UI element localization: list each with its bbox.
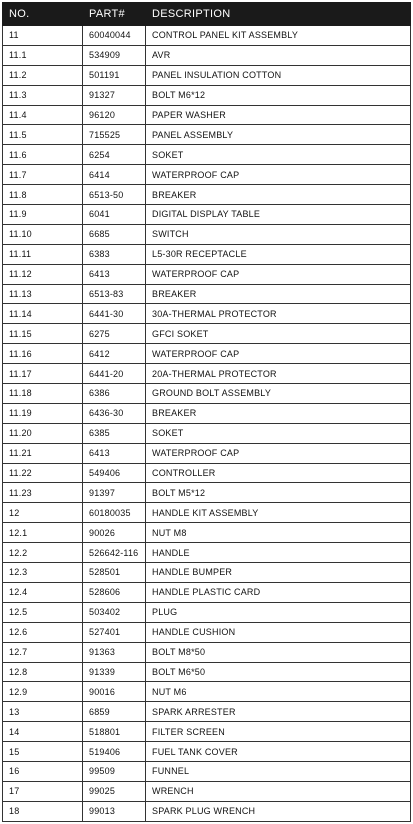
cell-description: WRENCH (146, 781, 411, 801)
cell-description: HANDLE BUMPER (146, 563, 411, 583)
cell-part-number: 99013 (83, 801, 146, 821)
cell-no: 11.15 (3, 324, 83, 344)
cell-description: HANDLE CUSHION (146, 622, 411, 642)
cell-part-number: 99025 (83, 781, 146, 801)
cell-no: 11.9 (3, 205, 83, 225)
cell-no: 11.8 (3, 185, 83, 205)
cell-no: 12.1 (3, 523, 83, 543)
cell-description: HANDLE KIT ASSEMBLY (146, 503, 411, 523)
table-row (3, 224, 411, 244)
table-row (3, 523, 411, 543)
cell-description: SPARK PLUG WRENCH (146, 801, 411, 821)
cell-part-number: 6385 (83, 423, 146, 443)
table-row (3, 781, 411, 801)
cell-description: FUNNEL (146, 761, 411, 781)
cell-description: FILTER SCREEN (146, 722, 411, 742)
cell-description: PANEL ASSEMBLY (146, 125, 411, 145)
cell-no: 15 (3, 742, 83, 762)
cell-description: WATERPROOF CAP (146, 443, 411, 463)
cell-description: BOLT M5*12 (146, 483, 411, 503)
cell-description: SOKET (146, 145, 411, 165)
cell-description: DIGITAL DISPLAY TABLE (146, 205, 411, 225)
cell-no: 11.11 (3, 244, 83, 264)
table-row (3, 165, 411, 185)
cell-part-number: 99509 (83, 761, 146, 781)
cell-description: SOKET (146, 423, 411, 443)
cell-part-number: 91363 (83, 642, 146, 662)
cell-part-number: 96120 (83, 105, 146, 125)
cell-part-number: 6254 (83, 145, 146, 165)
cell-no: 11.19 (3, 403, 83, 423)
cell-description: 30A-THERMAL PROTECTOR (146, 304, 411, 324)
cell-no: 12.7 (3, 642, 83, 662)
table-row (3, 483, 411, 503)
cell-description: AVR (146, 45, 411, 65)
cell-part-number: 91339 (83, 662, 146, 682)
cell-no: 11.22 (3, 463, 83, 483)
table-row (3, 622, 411, 642)
cell-part-number: 527401 (83, 622, 146, 642)
cell-description: HANDLE (146, 543, 411, 563)
table-row (3, 463, 411, 483)
table-row (3, 801, 411, 821)
cell-description: 20A-THERMAL PROTECTOR (146, 364, 411, 384)
table-row (3, 105, 411, 125)
cell-part-number: 6859 (83, 702, 146, 722)
table-row (3, 702, 411, 722)
cell-no: 14 (3, 722, 83, 742)
cell-part-number: 6412 (83, 344, 146, 364)
cell-no: 11.16 (3, 344, 83, 364)
cell-part-number: 6386 (83, 384, 146, 404)
cell-part-number: 6441-30 (83, 304, 146, 324)
cell-no: 12.8 (3, 662, 83, 682)
cell-part-number: 503402 (83, 602, 146, 622)
cell-description: BREAKER (146, 284, 411, 304)
table-row (3, 284, 411, 304)
table-row (3, 185, 411, 205)
cell-no: 13 (3, 702, 83, 722)
cell-part-number: 91327 (83, 85, 146, 105)
cell-no: 12.9 (3, 682, 83, 702)
table-row (3, 364, 411, 384)
cell-no: 11.1 (3, 45, 83, 65)
cell-part-number: 534909 (83, 45, 146, 65)
table-row (3, 26, 411, 46)
cell-part-number: 90026 (83, 523, 146, 543)
cell-description: FUEL TANK COVER (146, 742, 411, 762)
cell-part-number: 526642-116 (83, 543, 146, 563)
cell-no: 11.10 (3, 224, 83, 244)
cell-no: 11.13 (3, 284, 83, 304)
cell-part-number: 715525 (83, 125, 146, 145)
table-body (3, 26, 411, 822)
cell-description: L5-30R RECEPTACLE (146, 244, 411, 264)
table-row (3, 45, 411, 65)
table-row (3, 662, 411, 682)
table-row (3, 582, 411, 602)
cell-description: CONTROLLER (146, 463, 411, 483)
header-no: NO. (3, 3, 83, 26)
cell-part-number: 519406 (83, 742, 146, 762)
cell-no: 12.3 (3, 563, 83, 583)
table-row (3, 85, 411, 105)
cell-part-number: 91397 (83, 483, 146, 503)
cell-description: GFCI SOKET (146, 324, 411, 344)
cell-description: CONTROL PANEL KIT ASSEMBLY (146, 26, 411, 46)
cell-description: PLUG (146, 602, 411, 622)
table-row (3, 205, 411, 225)
cell-description: BOLT M6*50 (146, 662, 411, 682)
cell-part-number: 60180035 (83, 503, 146, 523)
table-row (3, 543, 411, 563)
cell-description: HANDLE PLASTIC CARD (146, 582, 411, 602)
cell-no: 17 (3, 781, 83, 801)
table-header (3, 3, 411, 26)
table-row (3, 403, 411, 423)
table-row (3, 384, 411, 404)
cell-part-number: 518801 (83, 722, 146, 742)
cell-part-number: 6436-30 (83, 403, 146, 423)
parts-table (2, 2, 411, 822)
cell-description: NUT M8 (146, 523, 411, 543)
cell-no: 11.2 (3, 65, 83, 85)
table-row (3, 244, 411, 264)
cell-part-number: 501191 (83, 65, 146, 85)
cell-part-number: 6513-83 (83, 284, 146, 304)
table-row (3, 65, 411, 85)
cell-no: 18 (3, 801, 83, 821)
cell-no: 12 (3, 503, 83, 523)
table-row (3, 344, 411, 364)
cell-no: 11.18 (3, 384, 83, 404)
cell-no: 11.4 (3, 105, 83, 125)
cell-description: NUT M6 (146, 682, 411, 702)
cell-no: 11.3 (3, 85, 83, 105)
cell-part-number: 6413 (83, 264, 146, 284)
cell-no: 12.4 (3, 582, 83, 602)
table-row (3, 324, 411, 344)
cell-description: PANEL INSULATION COTTON (146, 65, 411, 85)
parts-list-sheet (2, 2, 410, 822)
header-part-number: PART# (83, 3, 146, 26)
cell-part-number: 528606 (83, 582, 146, 602)
table-row (3, 264, 411, 284)
cell-description: WATERPROOF CAP (146, 344, 411, 364)
cell-no: 12.2 (3, 543, 83, 563)
cell-description: GROUND BOLT ASSEMBLY (146, 384, 411, 404)
cell-part-number: 6275 (83, 324, 146, 344)
cell-description: BOLT M8*50 (146, 642, 411, 662)
table-row (3, 761, 411, 781)
cell-description: BREAKER (146, 185, 411, 205)
cell-part-number: 90016 (83, 682, 146, 702)
cell-no: 11.20 (3, 423, 83, 443)
cell-no: 12.6 (3, 622, 83, 642)
cell-part-number: 6513-50 (83, 185, 146, 205)
cell-no: 11.21 (3, 443, 83, 463)
header-row (3, 3, 411, 26)
cell-no: 11.17 (3, 364, 83, 384)
cell-part-number: 6414 (83, 165, 146, 185)
cell-part-number: 60040044 (83, 26, 146, 46)
table-row (3, 503, 411, 523)
cell-part-number: 549406 (83, 463, 146, 483)
table-row (3, 423, 411, 443)
table-row (3, 602, 411, 622)
cell-no: 11 (3, 26, 83, 46)
cell-no: 11.23 (3, 483, 83, 503)
table-row (3, 722, 411, 742)
table-row (3, 563, 411, 583)
table-row (3, 145, 411, 165)
table-row (3, 642, 411, 662)
cell-part-number: 528501 (83, 563, 146, 583)
cell-description: PAPER WASHER (146, 105, 411, 125)
table-row (3, 742, 411, 762)
cell-no: 11.5 (3, 125, 83, 145)
cell-no: 11.14 (3, 304, 83, 324)
cell-part-number: 6685 (83, 224, 146, 244)
cell-description: SWITCH (146, 224, 411, 244)
cell-part-number: 6413 (83, 443, 146, 463)
cell-description: WATERPROOF CAP (146, 165, 411, 185)
cell-no: 11.12 (3, 264, 83, 284)
header-description: DESCRIPTION (146, 3, 411, 26)
cell-no: 12.5 (3, 602, 83, 622)
cell-description: BOLT M6*12 (146, 85, 411, 105)
cell-no: 11.6 (3, 145, 83, 165)
cell-part-number: 6041 (83, 205, 146, 225)
table-row (3, 682, 411, 702)
cell-part-number: 6441-20 (83, 364, 146, 384)
cell-no: 11.7 (3, 165, 83, 185)
cell-description: WATERPROOF CAP (146, 264, 411, 284)
table-row (3, 443, 411, 463)
cell-no: 16 (3, 761, 83, 781)
cell-part-number: 6383 (83, 244, 146, 264)
table-row (3, 304, 411, 324)
cell-description: BREAKER (146, 403, 411, 423)
cell-description: SPARK ARRESTER (146, 702, 411, 722)
table-row (3, 125, 411, 145)
